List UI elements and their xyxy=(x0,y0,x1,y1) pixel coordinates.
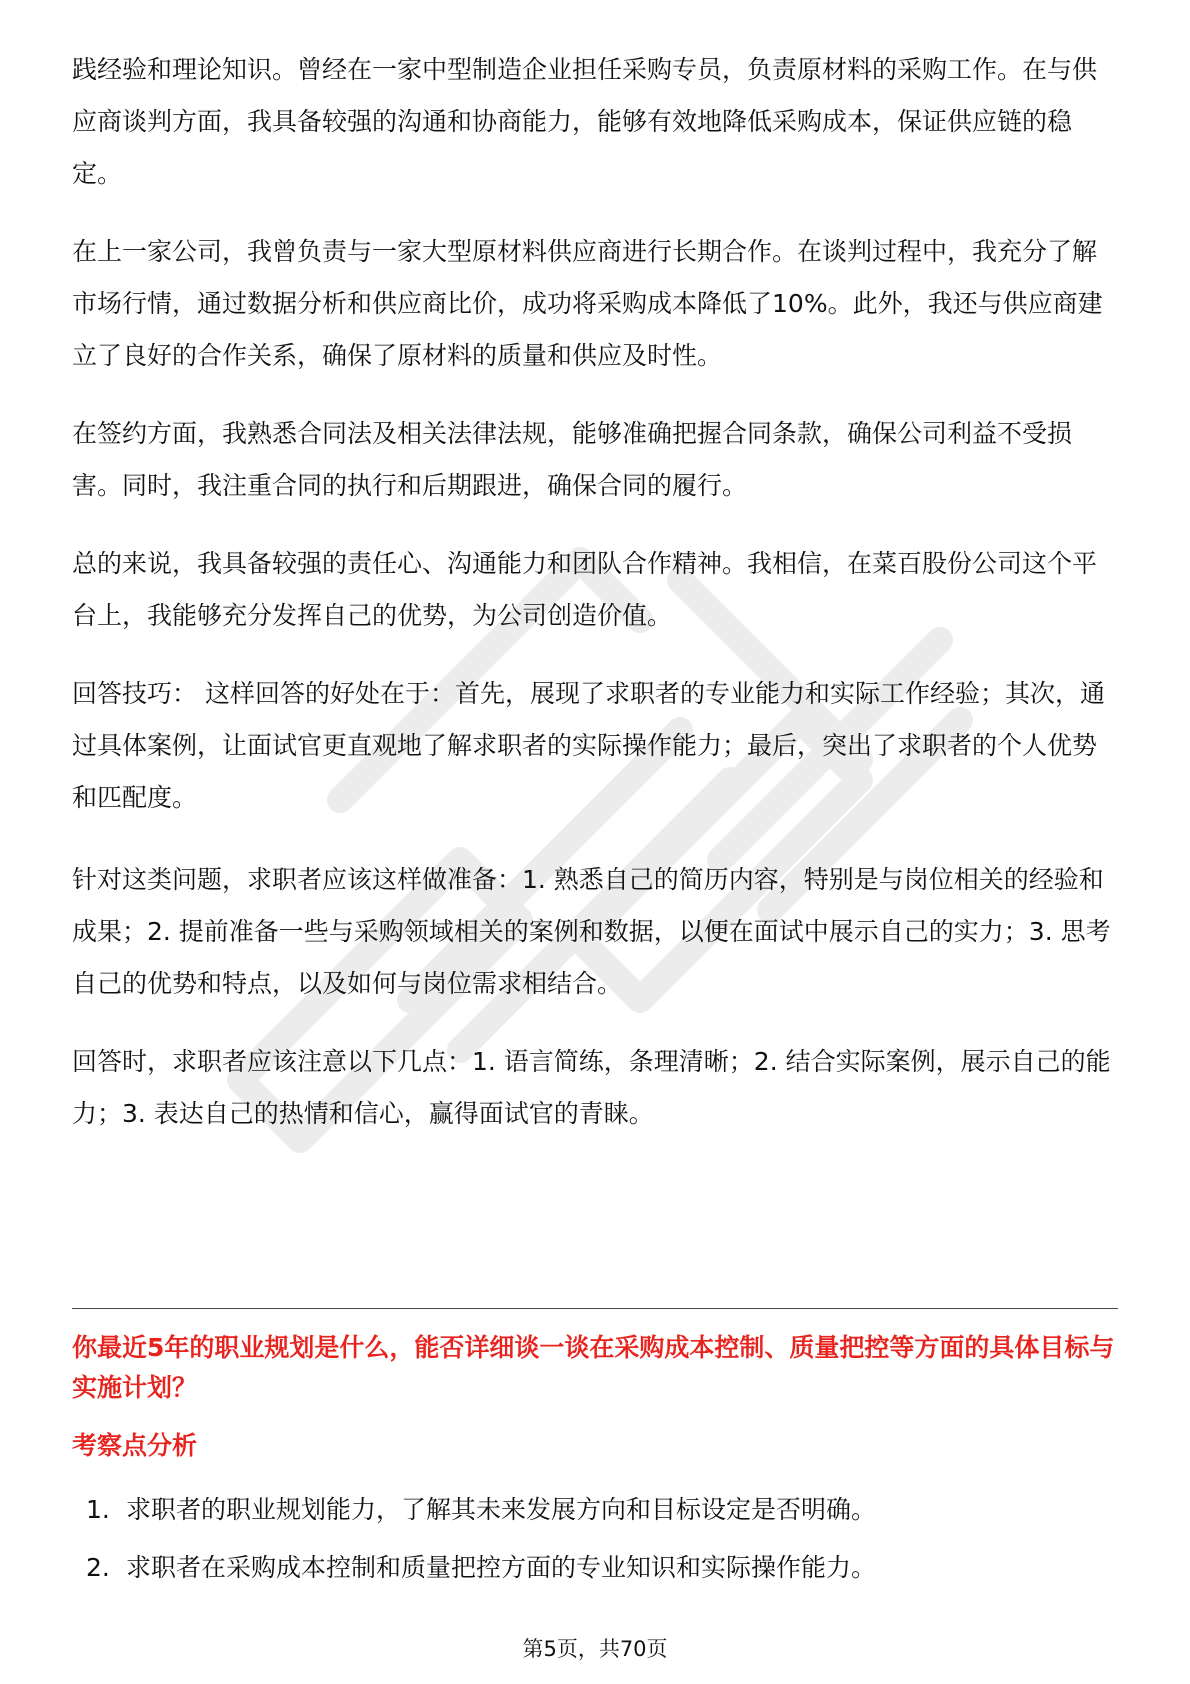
paragraph-summary: 总的来说，我具备较强的责任心、沟通能力和团队合作精神。我相信，在菜百股份公司这个平台上，我能够充分发挥自己的优势，为公司创造价值。 xyxy=(72,549,1098,630)
paragraph-case: 在上一家公司，我曾负责与一家大型原材料供应商进行长期合作。在谈判过程中，我充分了解市场行情，通过数据分析和供应商比价，成功将采购成本降低了10%。此外，我还与供应商建立了良好的合作关系，确保了原材料的质量和供应及时性。 xyxy=(72,237,1103,370)
question-heading: 你最近5年的职业规划是什么，能否详细谈一谈在采购成本控制、质量把控等方面的具体目标与实施计划？ xyxy=(72,1333,1115,1402)
analysis-title: 考察点分析 xyxy=(72,1431,198,1460)
analysis-list xyxy=(72,1492,1118,1608)
paragraph-preparation: 针对这类问题，求职者应该这样做准备：1. 熟悉自己的简历内容，特别是与岗位相关的经验和成果；2. 提前准备一些与采购领域相关的案例和数据，以便在面试中展示自己的实力；3. 思考自己的优势和特点，以及如何与岗位需求相结合。 xyxy=(72,865,1111,998)
section-divider xyxy=(72,1308,1118,1309)
list-item-text: 求职者的职业规划能力，了解其未来发展方向和目标设定是否明确。 xyxy=(126,1495,877,1524)
paragraph-contract: 在签约方面，我熟悉合同法及相关法律法规，能够准确把握合同条款，确保公司利益不受损害。同时，我注重合同的执行和后期跟进，确保合同的履行。 xyxy=(72,419,1073,500)
list-item xyxy=(72,1492,1118,1528)
paragraph-tips: 回答技巧： 这样回答的好处在于：首先，展现了求职者的专业能力和实际工作经验；其次，通过具体案例，让面试官更直观地了解求职者的实际操作能力；最后，突出了求职者的个人优势和匹配度。 xyxy=(72,679,1105,812)
list-item xyxy=(72,1550,1118,1586)
page-body xyxy=(72,44,1118,1166)
list-item-number: 1. xyxy=(86,1495,110,1524)
list-item-number: 2. xyxy=(86,1553,110,1582)
paragraph-answer-notes: 回答时，求职者应该注意以下几点：1. 语言简练，条理清晰；2. 结合实际案例，展示自己的能力；3. 表达自己的热情和信心，赢得面试官的青睐。 xyxy=(72,1047,1111,1128)
list-item-text: 求职者在采购成本控制和质量把控方面的专业知识和实际操作能力。 xyxy=(126,1553,877,1582)
paragraph-experience: 践经验和理论知识。曾经在一家中型制造企业担任采购专员，负责原材料的采购工作。在与供应商谈判方面，我具备较强的沟通和协商能力，能够有效地降低采购成本，保证供应链的稳定。 xyxy=(72,55,1098,188)
page-number: 第5页，共70页 xyxy=(522,1637,668,1661)
